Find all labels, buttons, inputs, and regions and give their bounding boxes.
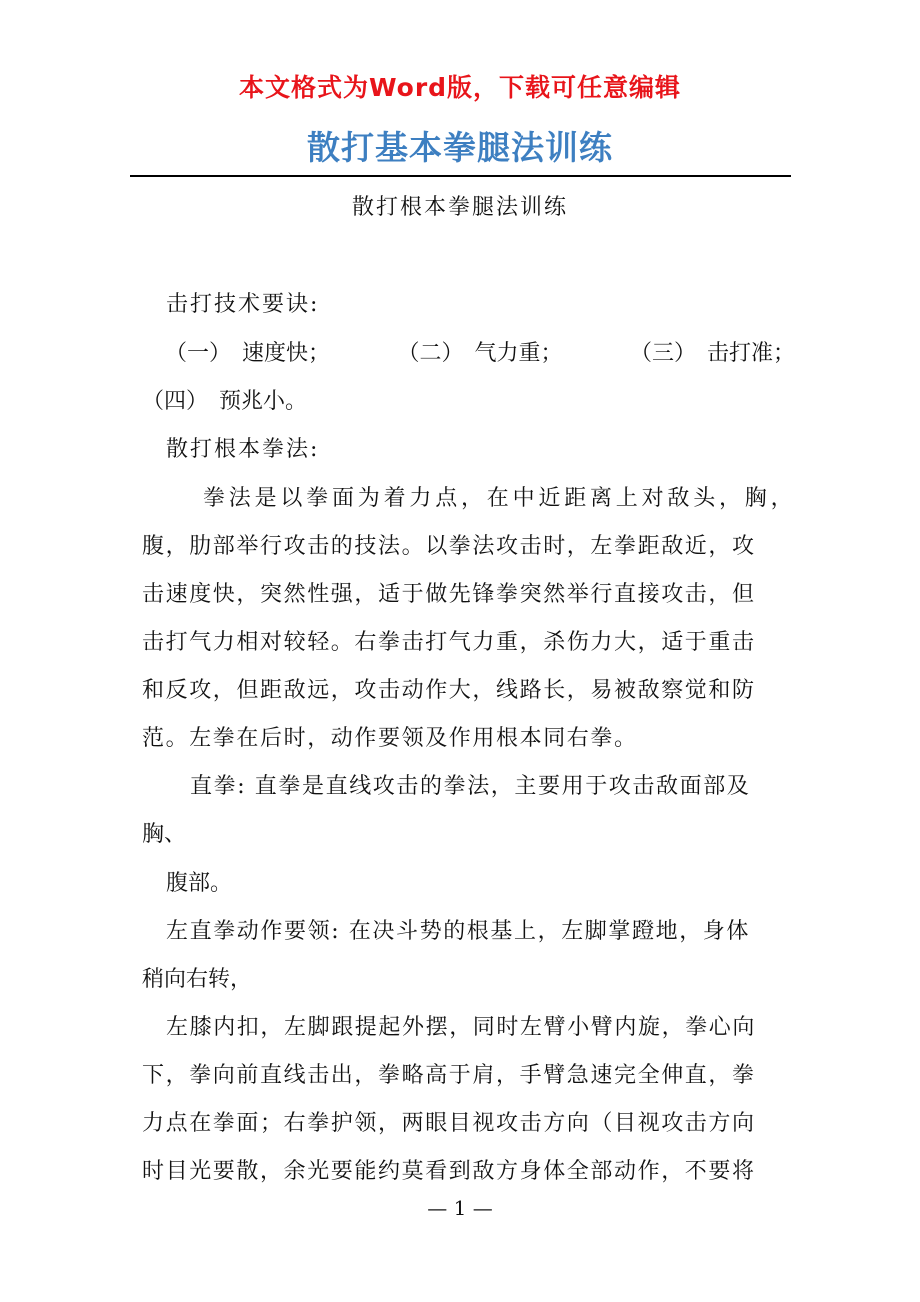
text-line: 直拳: 直拳是直线攻击的拳法，主要用于攻击敌面部及 [190,774,751,799]
text-line: 范。左拳在后时，动作要领及作用根本同右拳。 [142,726,638,751]
text-line: （四） 预兆小。 [142,389,308,414]
text-segment: （一） 速度快； [165,341,331,366]
text-line: 稍向右转， [142,967,253,992]
text-line: 击速度快，突然性强，适于做先锋拳突然举行直接攻击，但 [142,582,756,607]
text-line: 胸、 [142,822,187,847]
text-segment: （三） 击打准； [629,341,795,366]
page-title: 散打基本拳腿法训练 [307,128,613,167]
text-line: 左膝内扣，左脚跟提起外摆，同时左臂小臂内旋，拳心向 [166,1015,757,1040]
text-line: 力点在拳面；右拳护领，两眼目视攻击方向（目视攻击方向 [142,1111,756,1136]
text-line: 时目光要散，余光要能约莫看到敌方身体全部动作，不要将 [142,1159,756,1184]
text-line: 腹部。 [166,871,233,896]
text-line: 散打根本拳法: [166,437,320,462]
page-number: — 1 — [427,1196,493,1220]
text-line: 击打气力相对较轻。右拳击打气力重，杀伤力大，适于重击 [142,630,756,655]
subtitle: 散打根本拳腿法训练 [351,195,568,220]
text-line [165,336,795,367]
title-divider [130,175,791,177]
text-line: 拳法是以拳面为着力点，在中近距离上对敌头，胸， [203,486,797,511]
format-banner: 本文格式为Word版，下载可任意编辑 [238,73,682,102]
text-line: 左直拳动作要领: 在决斗势的根基上，左脚掌蹬地，身体 [166,919,751,944]
text-line: 和反攻，但距敌远，攻击动作大，线路长，易被敌察觉和防 [142,678,756,703]
text-segment: （二） 气力重； [397,341,563,366]
text-line: 击打技术要诀: [166,292,320,317]
text-line: 腹，肋部举行攻击的技法。以拳法攻击时，左拳距敌近，攻 [142,534,756,559]
text-line: 下，拳向前直线击出，拳略高于肩，手臂急速完全伸直，拳 [142,1063,756,1088]
